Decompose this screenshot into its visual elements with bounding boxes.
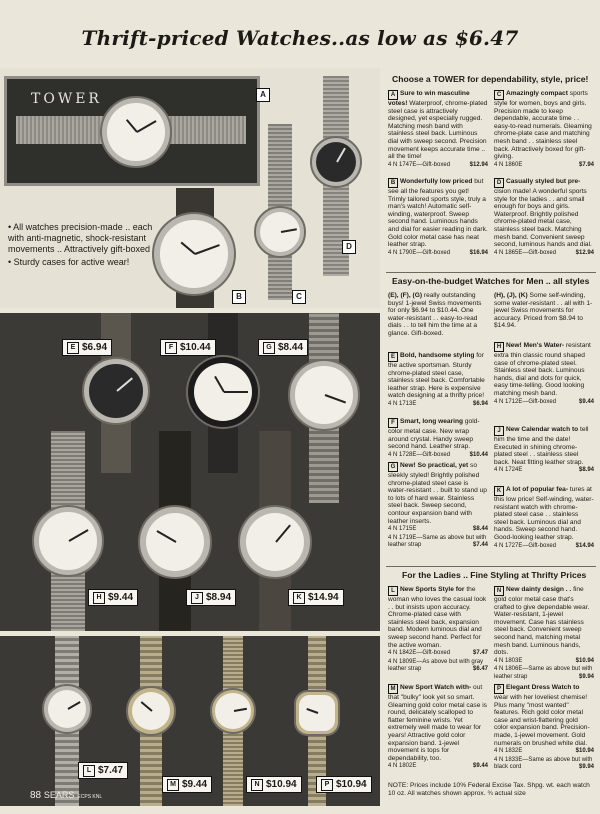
item-n: N New dainty design . . fine gold color metal case that's crafted to give dependable wear. Water-resistant, 1-jewel movement. Case has stainless steel back. Convenient sweep second hand, matching metal mesh band. Luminous hands, dots. 4 N 1803E $10.94 4 N 1806E—Same as above but with leather strap $9.94 xyxy=(494,586,594,680)
watch-l xyxy=(40,636,94,806)
photo-letter-a: A xyxy=(256,88,270,102)
price-tag-e: E $6.94 xyxy=(62,339,112,356)
ladies-watches-photo xyxy=(0,636,380,806)
item-hjk: (H), (J), (K) Some self-winding, some water-resistant . . all with 1-jewel Swiss movements for accuracy. Priced from $8.94 to $14.94. xyxy=(494,292,593,330)
price-tag-n: N $10.94 xyxy=(246,776,302,793)
page-footer: 88 SEARS ECPS KNL xyxy=(30,790,103,801)
item-c: C Amazingly compact sports style for women, boys and girls. Precision made to keep dependable, accurate time . . easy-to-read numerals. Gleaming chrome-plate case and matching mesh band . . stainless steel back. Attractively boxed for gift-giving. 4 N 1860E $7.94 xyxy=(494,90,594,168)
tower-watches-photo xyxy=(0,68,380,308)
item-g: G New! So practical, yet so sleekly styled! Brightly polished chrome-plated steel case is water-resistant . . built to stand up to lots of hard wear. Stainless steel back. Sweep second, contour expansion band with leather inserts. 4 N 1715E $8.44 4 N 1719E—Same as above but with leather strap $7.44 xyxy=(388,462,488,549)
item-e: E Bold, handsome styling for the active sportsman. Sturdy chrome-plated steel case, stainless steel back. Comfortable leather strap. Here is expensive watch designing at a thrifty price! 4 N 1713E $6.94 xyxy=(388,352,488,407)
price-tag-f: F $10.44 xyxy=(160,339,216,356)
feature-item: • Sturdy cases for active wear! xyxy=(8,257,130,267)
watch-c xyxy=(250,124,310,300)
photo-letter-d: D xyxy=(342,240,356,254)
divider xyxy=(386,566,596,567)
watch-d xyxy=(306,76,366,276)
feature-item: • All watches precision-made .. each with anti-magnetic, shock-resistant movements .. Attractively gift-boxed xyxy=(8,222,153,254)
photo-letter-c: C xyxy=(292,290,306,304)
photo-letter-b: B xyxy=(232,290,246,304)
price-tag-k: K $14.94 xyxy=(288,589,344,606)
item-j: J New Calendar watch to tell him the time and the date! Executed in shining chrome-plated steel . . stainless steel back. Neat fitting leather strap. 4 N 1724E $8.94 xyxy=(494,426,594,474)
mens-watches-photo xyxy=(0,313,380,631)
price-tag-p: P $10.94 xyxy=(316,776,372,793)
item-m: M New Sport Watch with- out that "bulky" look yet so smart. Gleaming gold color metal case is round, delicately scalloped to flatter feminine wrists. Yet extremely well made to wear for years! Attractive gold color expansion band. 1-jewel movement is tops for dependability, too. 4 N 1802E $9.44 xyxy=(388,684,488,770)
item-a: A Sure to win masculine votes! Waterproof, chrome-plated steel case is attractively designed, yet especially rugged. Matching mesh band with stainless steel back. Luminous dial with sweep second. Precision movement keeps accurate time .. all the time! 4 N 1747E—Gift-boxed $12.94 xyxy=(388,90,488,168)
item-k: K A lot of popular fea- tures at this low price! Self-winding, water-resistant watch with chrome-plated steel case . . stainless steel back. Luminous dial and hands. Sweep second hand. Good-looking leather strap. 4 N 1727E—Gift-boxed $14.94 xyxy=(494,486,594,549)
item-b: B Wonderfully low priced but see all the features you get! Trimly tailored sports style, truly a man's watch! Automatic self-winding, waterproof. Sweep second hand. Luminous hands and dial for easier reading in dark. Gold color metal case has neat leather strap. 4 N 1790E—Gift-boxed $16.94 xyxy=(388,178,488,256)
section-heading-tower: Choose a TOWER for dependability, style, price! xyxy=(392,74,589,84)
item-h: H New! Men's Water- resistant extra thin classic round shaped case of chrome-plated steel. Stainless steel back. Luminous hands, dial and dots for quick, easy time-telling. Good looking matching mesh band. 4 N 1712E—Gift-boxed $9.44 xyxy=(494,342,594,405)
price-tag-h: H $9.44 xyxy=(88,589,138,606)
watch-a xyxy=(16,96,246,166)
section-heading-ladies: For the Ladies .. Fine Styling at Thrifty Prices xyxy=(402,570,587,580)
price-tag-m: M $9.44 xyxy=(162,776,212,793)
item-efg: (E), (F), (G) really outstanding buys! 1-jewel Swiss movements for only $6.94 to $10.44. One water-resistant . . easy-to-read dials . . to tell him the time at a glance. Gift-boxed. xyxy=(388,292,482,337)
item-d: D Casually styled but pre- cision made! A wonderful sports style for the ladies . . and small enough for boys and girls. Waterproof. Brightly polished chrome-plated metal case, stainless steel back. Matching mesh band. Convenient sweep second, luminous hands and dial. 4 N 1865E—Gift-boxed $12.94 xyxy=(494,178,594,256)
divider xyxy=(386,272,596,273)
item-f: F Smart, long wearing gold-color metal case. New wrap around crystal. Handy sweep second hand. Leather strap. 4 N 1728E—Gift-boxed $10.44 xyxy=(388,418,488,458)
feature-list xyxy=(8,222,158,270)
section-heading-men: Easy-on-the-budget Watches for Men .. all styles xyxy=(392,276,590,286)
item-l: L New Sports Style for the woman who loves the casual look . . but insists upon accuracy. Chrome-plated case with stainless steel back, expansion band. Modern luminous dial and sweep second hand. Perfect for the active woman. 4 N 1842E—Gift-boxed $7.47 4 N 1809E—As above but with gray leather strap $6.47 xyxy=(388,586,488,673)
pricing-note: NOTE: Prices include 10% Federal Excise Tax. Shpg. wt. each watch 10 oz. All watches shown approx. ¾ actual size xyxy=(388,782,590,797)
page-title: Thrift-priced Watches..as low as $6.47 xyxy=(81,26,519,50)
price-tag-g: G $8.44 xyxy=(258,339,308,356)
price-tag-l: L $7.47 xyxy=(78,762,128,779)
price-tag-j: J $8.94 xyxy=(186,589,236,606)
item-p: P Elegant Dress Watch to wear with her loveliest chemise! Plus many "most wanted" features. Rich gold color metal case and wrist-flattering gold color expansion band. Precision-made, 1-jewel movement. Gold numerals on brushed white dial. 4 N 1832E $10.94 4 N 1833E—Same as above but with black cord $9.94 xyxy=(494,684,594,771)
watch-b xyxy=(150,188,240,308)
tower-logo: TOWER xyxy=(31,91,102,107)
